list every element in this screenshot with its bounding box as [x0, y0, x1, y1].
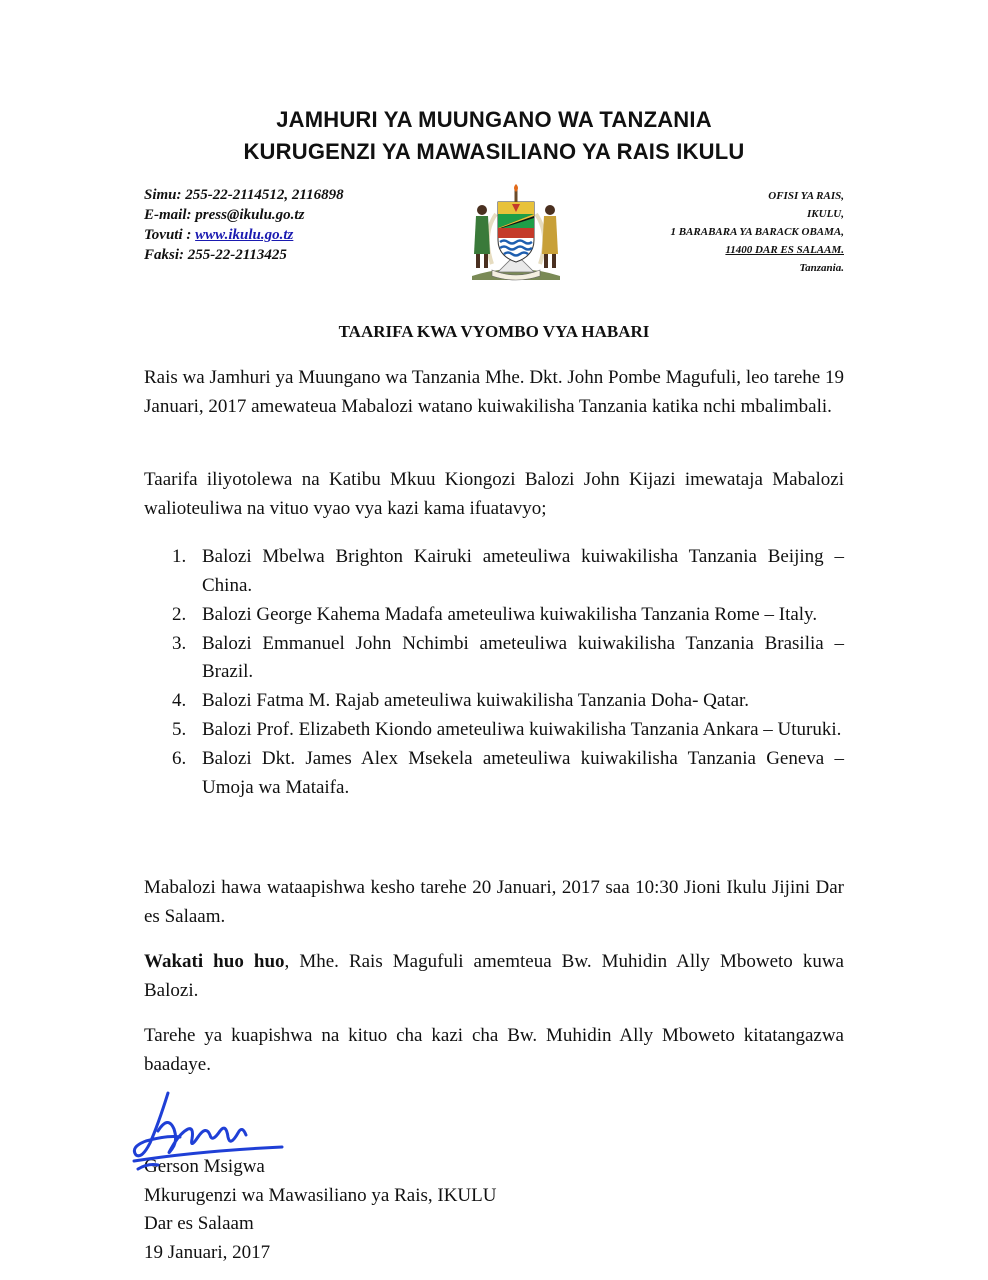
address-line-4: 11400 DAR ES SALAAM.	[725, 244, 844, 256]
list-number: 3.	[172, 632, 187, 654]
office-address	[670, 187, 844, 277]
list-number: 1.	[172, 546, 187, 567]
list-text: Balozi Mbelwa Brighton Kairuki ameteuliwa kuiwakilisha Tanzania Beijing – China.	[202, 546, 844, 596]
letterhead-line-2: KURUGENZI YA MAWASILIANO YA RAIS IKULU	[243, 139, 745, 164]
list-number: 5.	[172, 719, 187, 740]
list-item	[144, 716, 844, 745]
paragraph-swearing-in: Mabalozi hawa wataapishwa kesho tarehe 20 Januari, 2017 saa 10:30 Jioni Ikulu Jijini Dar es Salaam.	[144, 877, 844, 927]
appointments-list	[144, 543, 844, 803]
list-text: Balozi Fatma M. Rajab ameteuliwa kuiwakilisha Tanzania Doha- Qatar.	[202, 690, 750, 711]
list-item	[144, 601, 844, 630]
letterhead-line-1: JAMHURI YA MUUNGANO WA TANZANIA	[276, 107, 712, 132]
list-text: Balozi Prof. Elizabeth Kiondo ameteuliwa kuiwakilisha Tanzania Ankara – Uturuki.	[202, 719, 842, 740]
paragraph-statement: Taarifa iliyotolewa na Katibu Mkuu Kiongozi Balozi John Kijazi imewataja Mabalozi walioteuliwa na vituo vyao vya kazi kama ifuatavyo;	[144, 469, 844, 519]
list-item	[144, 745, 844, 802]
list-item	[144, 687, 844, 716]
website-line	[144, 225, 344, 245]
list-item	[144, 630, 844, 687]
address-line-1: OFISI YA RAIS,	[768, 190, 844, 202]
signatory-name: Gerson Msigwa	[144, 1156, 265, 1177]
coat-of-arms-icon	[462, 184, 570, 284]
signatory-position: Mkurugenzi wa Mawasiliano ya Rais, IKULU	[144, 1184, 497, 1206]
paragraph-additional-appointment	[144, 948, 844, 1005]
address-line-5: Tanzania.	[799, 262, 844, 274]
address-line-2: IKULU,	[807, 208, 844, 220]
phone-number: Simu: 255-22-2114512, 2116898	[144, 187, 344, 203]
document-title: TAARIFA KWA VYOMBO VYA HABARI	[338, 322, 650, 341]
website-label: Tovuti :	[144, 227, 196, 243]
website-link[interactable]: www.ikulu.go.tz	[195, 227, 294, 243]
fax-number: Faksi: 255-22-2113425	[144, 247, 287, 263]
paragraph-announcement: Tarehe ya kuapishwa na kituo cha kazi cha Bw. Muhidin Ally Mboweto kitatangazwa baadaye.	[144, 1025, 844, 1075]
list-number: 2.	[172, 603, 187, 625]
email-address: E-mail: press@ikulu.go.tz	[144, 207, 305, 223]
letterhead	[0, 104, 988, 168]
list-number: 6.	[172, 748, 187, 769]
paragraph-rest: , Mhe. Rais Magufuli amemteua Bw. Muhidin Ally Mboweto kuwa Balozi.	[144, 951, 844, 1001]
list-item	[144, 543, 844, 600]
contact-details	[144, 185, 344, 265]
list-number: 4.	[172, 690, 187, 711]
list-text: Balozi Emmanuel John Nchimbi ameteuliwa kuiwakilisha Tanzania Brasilia – Brazil.	[202, 632, 844, 682]
emphasis-text: Wakati huo huo	[144, 951, 285, 972]
list-text: Balozi Dkt. James Alex Msekela ameteuliwa kuiwakilisha Tanzania Geneva – Umoja wa Mataifa.	[202, 748, 844, 798]
signoff-place: Dar es Salaam	[144, 1213, 254, 1234]
signature-icon	[128, 1085, 288, 1180]
list-text: Balozi George Kahema Madafa ameteuliwa kuiwakilisha Tanzania Rome – Italy.	[202, 603, 818, 625]
paragraph-intro: Rais wa Jamhuri ya Muungano wa Tanzania Mhe. Dkt. John Pombe Magufuli, leo tarehe 19 Januari, 2017 amewateua Mabalozi watano kuiwakilisha Tanzania katika nchi mbalimbali.	[144, 367, 844, 417]
signoff-date: 19 Januari, 2017	[144, 1241, 271, 1263]
address-line-3: 1 BARABARA YA BARACK OBAMA,	[670, 226, 844, 238]
